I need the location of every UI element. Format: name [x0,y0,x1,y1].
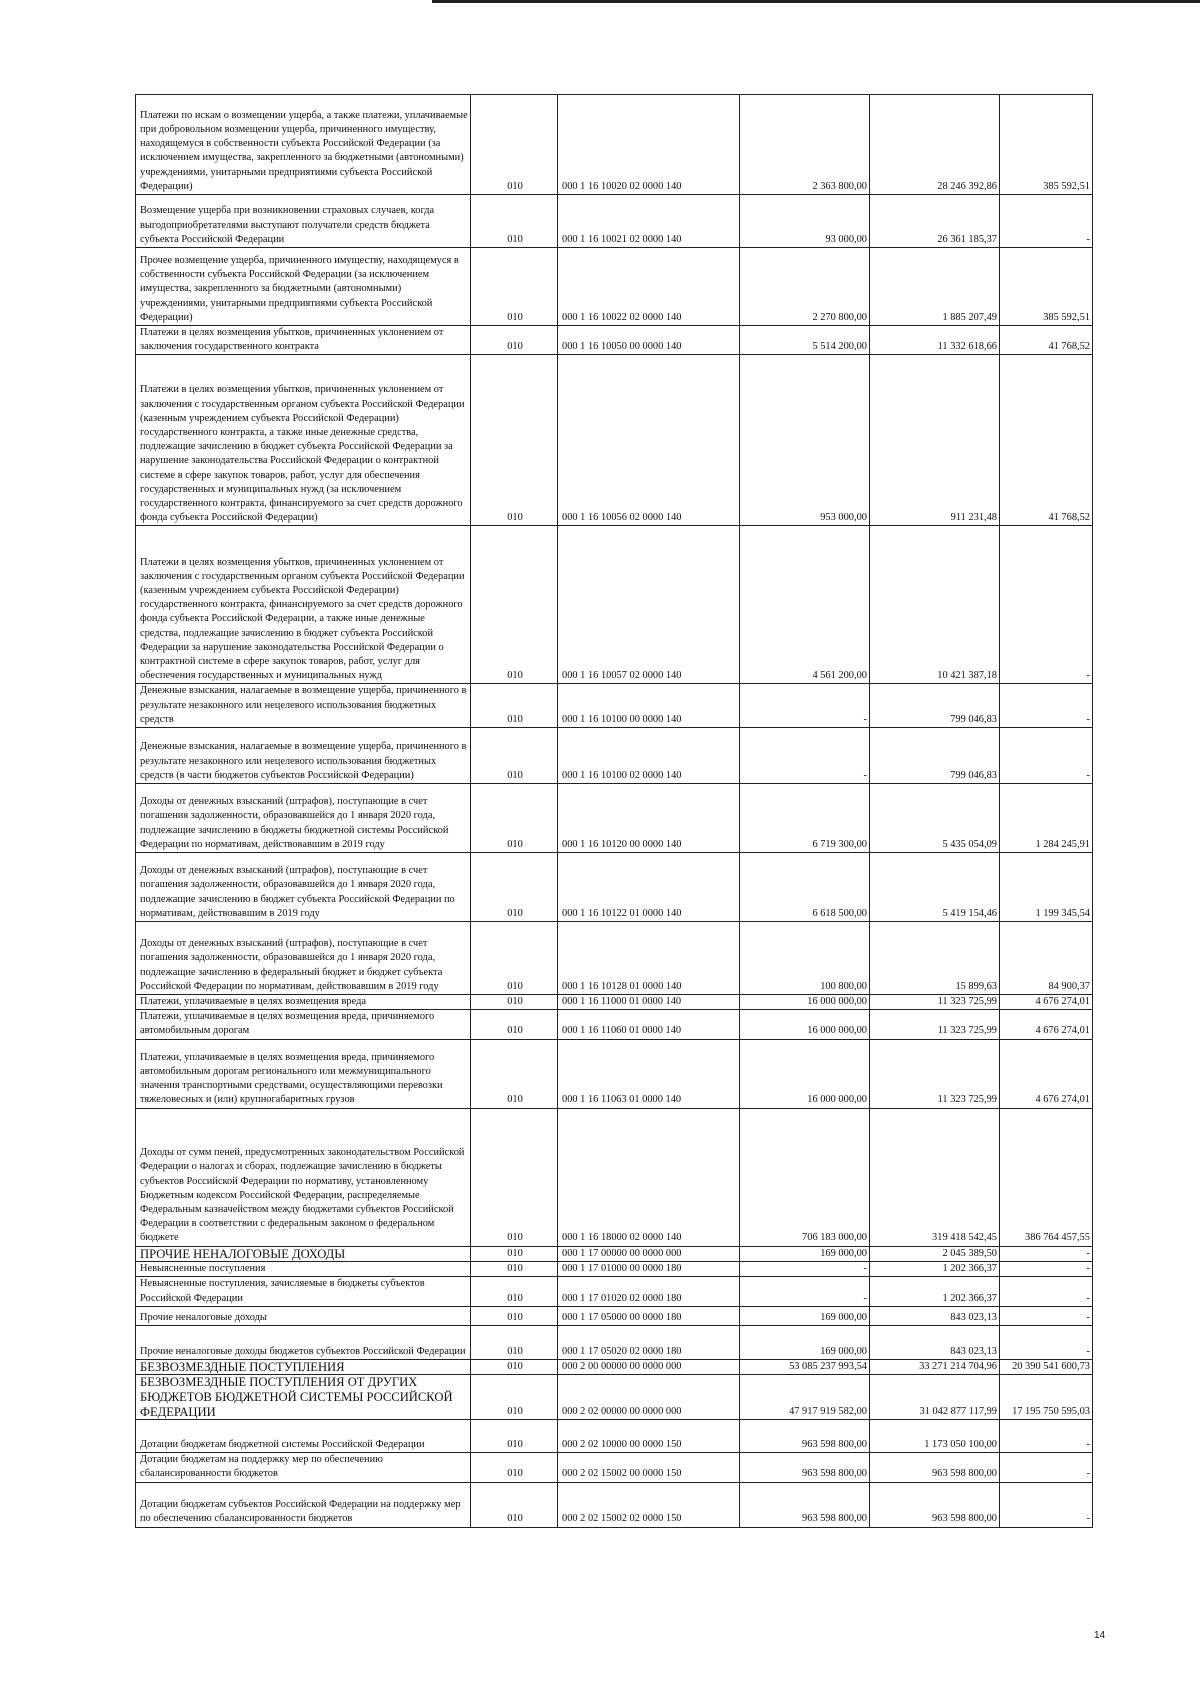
table-row [136,728,1093,784]
row-budget-code: 000 1 16 10056 02 0000 140 [558,355,740,526]
row-executed-amount: 31 042 877 117,99 [870,1375,1000,1420]
table-row [136,1359,1093,1375]
row-remaining-amount: - [1000,728,1093,784]
row-remaining-amount: 41 768,52 [1000,355,1093,526]
row-name: БЕЗВОЗМЕЗДНЫЕ ПОСТУПЛЕНИЯ [136,1359,471,1375]
table-row [136,995,1093,1010]
row-planned-amount: 963 598 800,00 [740,1482,870,1527]
table-row [136,1482,1093,1527]
table-row [136,784,1093,853]
table-row [136,1277,1093,1306]
row-admin-code: 010 [471,684,558,728]
row-executed-amount: 11 323 725,99 [870,1039,1000,1108]
row-admin-code: 010 [471,1482,558,1527]
table-row [136,195,1093,248]
row-planned-amount: 169 000,00 [740,1246,870,1262]
row-name: Платежи, уплачиваемые в целях возмещения вреда [136,995,471,1010]
row-admin-code: 010 [471,95,558,195]
row-admin-code: 010 [471,1375,558,1420]
row-executed-amount: 26 361 185,37 [870,195,1000,248]
row-executed-amount: 799 046,83 [870,684,1000,728]
revenue-table [135,94,1093,1528]
row-name: Доходы от денежных взысканий (штрафов), поступающие в счет погашения задолженности, образовавшейся до 1 января 2020 года, подлежащие зачислению в бюджет субъекта Российской Федерации по нормативам, действовавшим в 2019 году [136,853,471,922]
row-executed-amount: 799 046,83 [870,728,1000,784]
row-remaining-amount: 20 390 541 600,73 [1000,1359,1093,1375]
table-row [136,684,1093,728]
row-executed-amount: 5 435 054,09 [870,784,1000,853]
row-budget-code: 000 1 16 10128 01 0000 140 [558,922,740,995]
table-row [136,1039,1093,1108]
row-admin-code: 010 [471,1325,558,1359]
row-remaining-amount: - [1000,1482,1093,1527]
row-budget-code: 000 1 16 11060 01 0000 140 [558,1010,740,1039]
table-row [136,1420,1093,1453]
row-admin-code: 010 [471,1010,558,1039]
row-executed-amount: 911 231,48 [870,355,1000,526]
row-remaining-amount: 17 195 750 595,03 [1000,1375,1093,1420]
row-planned-amount: 5 514 200,00 [740,326,870,355]
row-remaining-amount: 386 764 457,55 [1000,1108,1093,1246]
row-planned-amount: 4 561 200,00 [740,526,870,684]
row-admin-code: 010 [471,526,558,684]
table-row [136,1306,1093,1325]
row-executed-amount: 10 421 387,18 [870,526,1000,684]
row-executed-amount: 843 023,13 [870,1306,1000,1325]
row-planned-amount: 2 270 800,00 [740,248,870,326]
row-admin-code: 010 [471,1420,558,1453]
row-name: Дотации бюджетам субъектов Российской Федерации на поддержку мер по обеспечению сбалансированности бюджетов [136,1482,471,1527]
row-budget-code: 000 1 16 10122 01 0000 140 [558,853,740,922]
row-name: Доходы от сумм пеней, предусмотренных законодательством Российской Федерации о налогах и сборах, подлежащие зачислению в бюджеты субъектов Российской Федерации по нормативу, установленному Бюджетным кодексом Российской Федерации, распределяемые Федеральным казначейством между бюджетами субъектов Российской Федерации в соответствии с федеральным законом о федеральном бюджете [136,1108,471,1246]
row-budget-code: 000 1 17 01000 00 0000 180 [558,1262,740,1277]
row-admin-code: 010 [471,784,558,853]
row-executed-amount: 1 202 366,37 [870,1277,1000,1306]
row-executed-amount: 5 419 154,46 [870,853,1000,922]
row-planned-amount: - [740,1277,870,1306]
row-executed-amount: 11 323 725,99 [870,1010,1000,1039]
row-executed-amount: 15 899,63 [870,922,1000,995]
row-name: Платежи по искам о возмещении ущерба, а также платежи, уплачиваемые при добровольном возмещении ущерба, причиненного имуществу, находящемуся в собственности субъекта Российской Федерации (за исключением имущества, закрепленного за бюджетными (автономными) учреждениями, унитарными предприятиями субъекта Российской Федерации) [136,95,471,195]
row-admin-code: 010 [471,248,558,326]
row-budget-code: 000 1 17 01020 02 0000 180 [558,1277,740,1306]
row-budget-code: 000 1 17 05000 00 0000 180 [558,1306,740,1325]
table-row [136,1375,1093,1420]
table-row [136,1453,1093,1482]
row-planned-amount: 2 363 800,00 [740,95,870,195]
row-name: Дотации бюджетам на поддержку мер по обеспечению сбалансированности бюджетов [136,1453,471,1482]
row-admin-code: 010 [471,1359,558,1375]
row-planned-amount: - [740,684,870,728]
row-budget-code: 000 1 16 10100 00 0000 140 [558,684,740,728]
row-planned-amount: 16 000 000,00 [740,995,870,1010]
row-name: Платежи, уплачиваемые в целях возмещения вреда, причиняемого автомобильным дорогам [136,1010,471,1039]
row-name: Доходы от денежных взысканий (штрафов), поступающие в счет погашения задолженности, образовавшейся до 1 января 2020 года, подлежащие зачислению в федеральный бюджет и бюджет субъекта Российской Федерации по нормативам, действовавшим в 2019 году [136,922,471,995]
table-row [136,355,1093,526]
row-executed-amount: 1 202 366,37 [870,1262,1000,1277]
row-admin-code: 010 [471,922,558,995]
row-remaining-amount: 385 592,51 [1000,248,1093,326]
row-executed-amount: 963 598 800,00 [870,1453,1000,1482]
row-budget-code: 000 1 16 11063 01 0000 140 [558,1039,740,1108]
row-remaining-amount: 4 676 274,01 [1000,995,1093,1010]
row-budget-code: 000 1 16 11000 01 0000 140 [558,995,740,1010]
row-remaining-amount: - [1000,1325,1093,1359]
row-remaining-amount: - [1000,684,1093,728]
row-budget-code: 000 1 17 05020 02 0000 180 [558,1325,740,1359]
row-admin-code: 010 [471,1108,558,1246]
row-remaining-amount: 4 676 274,01 [1000,1039,1093,1108]
row-planned-amount: 100 800,00 [740,922,870,995]
row-remaining-amount: 41 768,52 [1000,326,1093,355]
row-planned-amount: 47 917 919 582,00 [740,1375,870,1420]
row-remaining-amount: - [1000,1453,1093,1482]
row-executed-amount: 11 332 618,66 [870,326,1000,355]
row-executed-amount: 1 885 207,49 [870,248,1000,326]
row-planned-amount: - [740,1262,870,1277]
row-name: Платежи в целях возмещения убытков, причиненных уклонением от заключения с государственным органом субъекта Российской Федерации (казенным учреждением субъекта Российской Федерации) государственного контракта, а также иные денежные средства, подлежащие зачислению в бюджет субъекта Российской Федерации за нарушение законодательства Российской Федерации о контрактной системе в сфере закупок товаров, работ, услуг для обеспечения государственных и муниципальных нужд (за исключением государственного контракта, финансируемого за счет средств дорожного фонда субъекта Российской Федерации) [136,355,471,526]
row-admin-code: 010 [471,355,558,526]
row-budget-code: 000 1 16 10021 02 0000 140 [558,195,740,248]
row-admin-code: 010 [471,1039,558,1108]
table-row [136,1108,1093,1246]
row-budget-code: 000 1 16 10100 02 0000 140 [558,728,740,784]
row-planned-amount: 6 719 300,00 [740,784,870,853]
row-name: Возмещение ущерба при возникновении страховых случаев, когда выгодоприобретателями выступают получатели средств бюджета субъекта Российской Федерации [136,195,471,248]
row-executed-amount: 319 418 542,45 [870,1108,1000,1246]
row-name: Платежи в целях возмещения убытков, причиненных уклонением от заключения государственного контракта [136,326,471,355]
table-row [136,326,1093,355]
row-remaining-amount: - [1000,1246,1093,1262]
row-name: Прочие неналоговые доходы [136,1306,471,1325]
row-budget-code: 000 1 16 10120 00 0000 140 [558,784,740,853]
row-budget-code: 000 1 16 10057 02 0000 140 [558,526,740,684]
row-executed-amount: 11 323 725,99 [870,995,1000,1010]
row-name: Платежи, уплачиваемые в целях возмещения вреда, причиняемого автомобильным дорогам регионального или межмуниципального значения транспортными средствами, осуществляющими перевозки тяжеловесных и (или) крупногабаритных грузов [136,1039,471,1108]
row-name: Дотации бюджетам бюджетной системы Российской Федерации [136,1420,471,1453]
row-admin-code: 010 [471,728,558,784]
row-budget-code: 000 1 16 10022 02 0000 140 [558,248,740,326]
row-planned-amount: - [740,728,870,784]
table-row [136,1010,1093,1039]
row-budget-code: 000 1 16 18000 02 0000 140 [558,1108,740,1246]
row-executed-amount: 33 271 214 704,96 [870,1359,1000,1375]
row-executed-amount: 843 023,13 [870,1325,1000,1359]
row-remaining-amount: - [1000,526,1093,684]
table-row [136,95,1093,195]
row-remaining-amount: 385 592,51 [1000,95,1093,195]
table-row [136,1246,1093,1262]
table-row [136,526,1093,684]
table-row [136,1325,1093,1359]
row-admin-code: 010 [471,195,558,248]
row-remaining-amount: 4 676 274,01 [1000,1010,1093,1039]
row-budget-code: 000 2 02 10000 00 0000 150 [558,1420,740,1453]
row-remaining-amount: 1 284 245,91 [1000,784,1093,853]
row-planned-amount: 169 000,00 [740,1325,870,1359]
row-remaining-amount: - [1000,1277,1093,1306]
row-planned-amount: 963 598 800,00 [740,1453,870,1482]
row-remaining-amount: 1 199 345,54 [1000,853,1093,922]
row-name: Доходы от денежных взысканий (штрафов), поступающие в счет погашения задолженности, образовавшейся до 1 января 2020 года, подлежащие зачислению в бюджеты бюджетной системы Российской Федерации по нормативам, действовавшим в 2019 году [136,784,471,853]
row-remaining-amount: 84 900,37 [1000,922,1093,995]
row-admin-code: 010 [471,853,558,922]
row-admin-code: 010 [471,326,558,355]
row-admin-code: 010 [471,1277,558,1306]
row-name: БЕЗВОЗМЕЗДНЫЕ ПОСТУПЛЕНИЯ ОТ ДРУГИХ БЮДЖЕТОВ БЮДЖЕТНОЙ СИСТЕМЫ РОССИЙСКОЙ ФЕДЕРАЦИИ [136,1375,471,1420]
row-budget-code: 000 2 02 15002 02 0000 150 [558,1482,740,1527]
row-name: Платежи в целях возмещения убытков, причиненных уклонением от заключения с государственным органом субъекта Российской Федерации (казенным учреждением субъекта Российской Федерации) государственного контракта, финансируемого за счет средств дорожного фонда субъекта Российской Федерации, а также иные денежные средства, подлежащие зачислению в бюджет субъекта Российской Федерации за нарушение законодательства Российской Федерации о контрактной системе в сфере закупок товаров, работ, услуг для обеспечения государственных и муниципальных нужд [136,526,471,684]
row-name: ПРОЧИЕ НЕНАЛОГОВЫЕ ДОХОДЫ [136,1246,471,1262]
row-name: Прочие неналоговые доходы бюджетов субъектов Российской Федерации [136,1325,471,1359]
table-row [136,1262,1093,1277]
scan-edge-line [432,0,1200,3]
row-budget-code: 000 1 16 10020 02 0000 140 [558,95,740,195]
row-name: Прочее возмещение ущерба, причиненного имуществу, находящемуся в собственности субъекта Российской Федерации (за исключением имущества, закрепленного за бюджетными (автономными) учреждениями, унитарными предприятиями субъекта Российской Федерации) [136,248,471,326]
row-admin-code: 010 [471,1453,558,1482]
row-admin-code: 010 [471,995,558,1010]
row-remaining-amount: - [1000,195,1093,248]
row-budget-code: 000 1 17 00000 00 0000 000 [558,1246,740,1262]
row-remaining-amount: - [1000,1306,1093,1325]
row-budget-code: 000 1 16 10050 00 0000 140 [558,326,740,355]
row-admin-code: 010 [471,1262,558,1277]
revenue-table-body [136,95,1093,1528]
row-executed-amount: 28 246 392,86 [870,95,1000,195]
row-executed-amount: 1 173 050 100,00 [870,1420,1000,1453]
row-budget-code: 000 2 02 00000 00 0000 000 [558,1375,740,1420]
row-planned-amount: 963 598 800,00 [740,1420,870,1453]
row-planned-amount: 953 000,00 [740,355,870,526]
row-planned-amount: 169 000,00 [740,1306,870,1325]
row-name: Денежные взыскания, налагаемые в возмещение ущерба, причиненного в результате незаконного или нецелевого использования бюджетных средств (в части бюджетов субъектов Российской Федерации) [136,728,471,784]
table-row [136,922,1093,995]
row-budget-code: 000 2 02 15002 00 0000 150 [558,1453,740,1482]
row-remaining-amount: - [1000,1262,1093,1277]
row-planned-amount: 16 000 000,00 [740,1039,870,1108]
row-budget-code: 000 2 00 00000 00 0000 000 [558,1359,740,1375]
row-admin-code: 010 [471,1306,558,1325]
row-planned-amount: 16 000 000,00 [740,1010,870,1039]
row-name: Невыясненные поступления [136,1262,471,1277]
row-executed-amount: 2 045 389,50 [870,1246,1000,1262]
row-name: Денежные взыскания, налагаемые в возмещение ущерба, причиненного в результате незаконного или нецелевого использования бюджетных средств [136,684,471,728]
row-admin-code: 010 [471,1246,558,1262]
row-remaining-amount: - [1000,1420,1093,1453]
row-planned-amount: 53 085 237 993,54 [740,1359,870,1375]
row-name: Невыясненные поступления, зачисляемые в бюджеты субъектов Российской Федерации [136,1277,471,1306]
page-number: 14 [1094,1630,1106,1641]
table-row [136,248,1093,326]
table-row [136,853,1093,922]
row-planned-amount: 706 183 000,00 [740,1108,870,1246]
row-planned-amount: 6 618 500,00 [740,853,870,922]
row-planned-amount: 93 000,00 [740,195,870,248]
row-executed-amount: 963 598 800,00 [870,1482,1000,1527]
